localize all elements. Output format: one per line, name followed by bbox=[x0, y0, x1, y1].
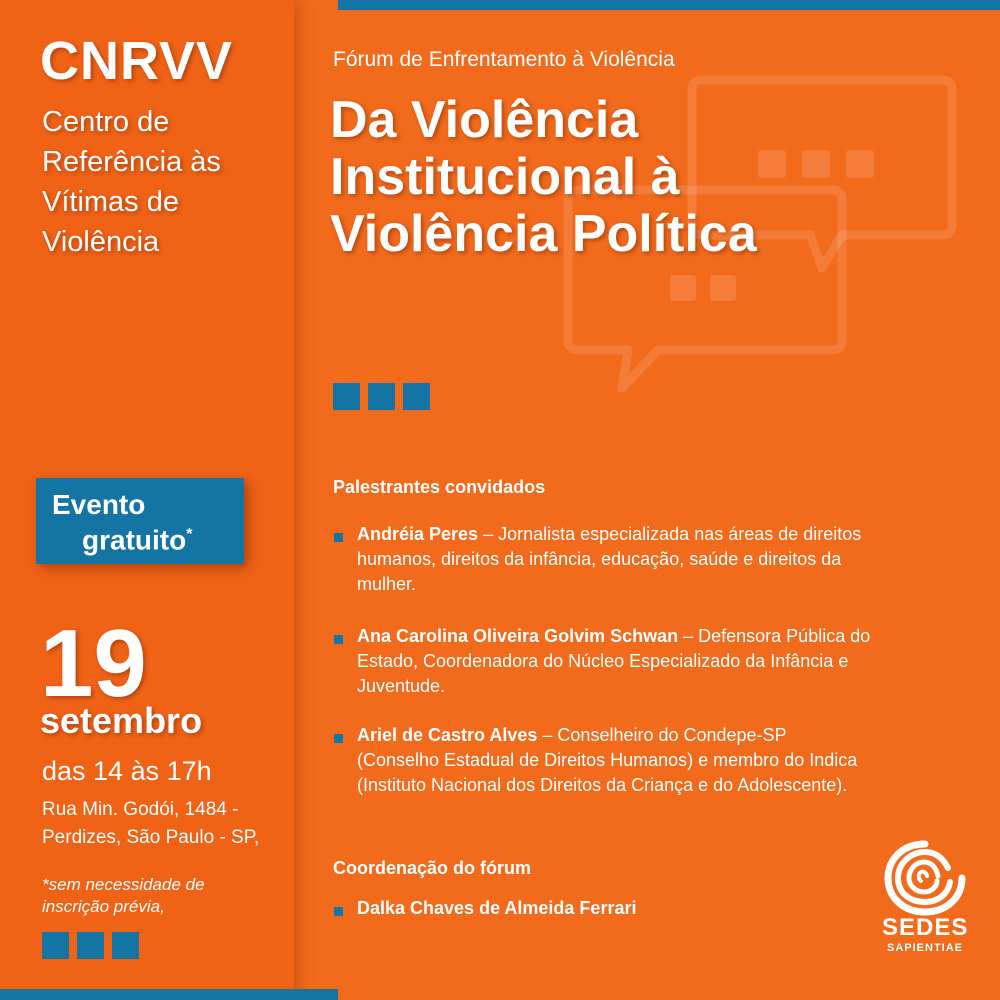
decor-square bbox=[333, 383, 360, 410]
bullet-icon bbox=[334, 907, 343, 916]
decor-square bbox=[368, 383, 395, 410]
decor-square bbox=[112, 932, 139, 959]
separator: – bbox=[537, 725, 558, 745]
logo-text-sedes: SEDES bbox=[882, 914, 969, 941]
forum-subtitle: Fórum de Enfrentamento à Violência bbox=[333, 48, 675, 71]
speaker-name: Ariel de Castro Alves bbox=[357, 725, 538, 745]
top-accent-bar bbox=[338, 0, 1000, 10]
brand-subtitle: Centro de Referência às Vítimas de Violência bbox=[42, 106, 221, 258]
spiral-logo-icon bbox=[882, 836, 968, 916]
bottom-accent-bar bbox=[0, 989, 338, 1000]
event-time: das 14 às 17h bbox=[42, 756, 212, 786]
speaker-item bbox=[357, 723, 867, 798]
brand-name: CNRVV bbox=[40, 31, 234, 91]
speakers-heading: Palestrantes convidados bbox=[333, 477, 546, 497]
left-decor-squares bbox=[42, 932, 139, 959]
event-title: Da Violência Institucional à Violência Política bbox=[330, 91, 757, 263]
badge-asterisk: * bbox=[186, 526, 193, 543]
coordination-heading: Coordenação do fórum bbox=[333, 858, 532, 878]
separator: – bbox=[478, 524, 499, 544]
decor-square bbox=[77, 932, 104, 959]
speaker-description: Jornalista especializada nas áreas de direitos humanos, direitos da infância, educação, saúde e direitos da mulher. bbox=[357, 524, 862, 594]
coordinator-name: Dalka Chaves de Almeida Ferrari bbox=[357, 898, 637, 918]
sedes-logo bbox=[882, 836, 968, 966]
event-address: Rua Min. Godói, 1484 - Perdizes, São Paulo - SP, bbox=[42, 799, 260, 848]
event-day: 19 bbox=[40, 610, 147, 717]
speaker-description: Conselheiro do Condepe-SP (Conselho Estadual de Direitos Humanos) e membro do Indica (Instituto Nacional dos Direitos da Criança e do Adolescente). bbox=[357, 725, 858, 795]
logo-text-sapientiae: SAPIENTIAE bbox=[886, 942, 963, 954]
event-month: setembro bbox=[40, 700, 203, 741]
speaker-name: Andréia Peres bbox=[357, 524, 479, 544]
badge-line-1: Evento bbox=[52, 489, 146, 520]
decor-square bbox=[42, 932, 69, 959]
badge-line-2: gratuito bbox=[82, 524, 187, 556]
speaker-name: Ana Carolina Oliveira Golvim Schwan bbox=[357, 626, 679, 646]
speaker-description: Defensora Pública do Estado, Coordenadora do Núcleo Especializado da Infância e Juventude. bbox=[357, 626, 871, 696]
speaker-item bbox=[357, 624, 877, 699]
registration-note: *sem necessidade de inscrição prévia, bbox=[42, 875, 205, 916]
decor-square bbox=[403, 383, 430, 410]
separator: – bbox=[678, 626, 699, 646]
bullet-icon bbox=[334, 533, 343, 542]
bullet-icon bbox=[334, 734, 343, 743]
free-event-badge bbox=[36, 478, 244, 564]
speaker-item bbox=[357, 522, 877, 597]
bullet-icon bbox=[334, 635, 343, 644]
title-decor-squares bbox=[333, 383, 430, 410]
